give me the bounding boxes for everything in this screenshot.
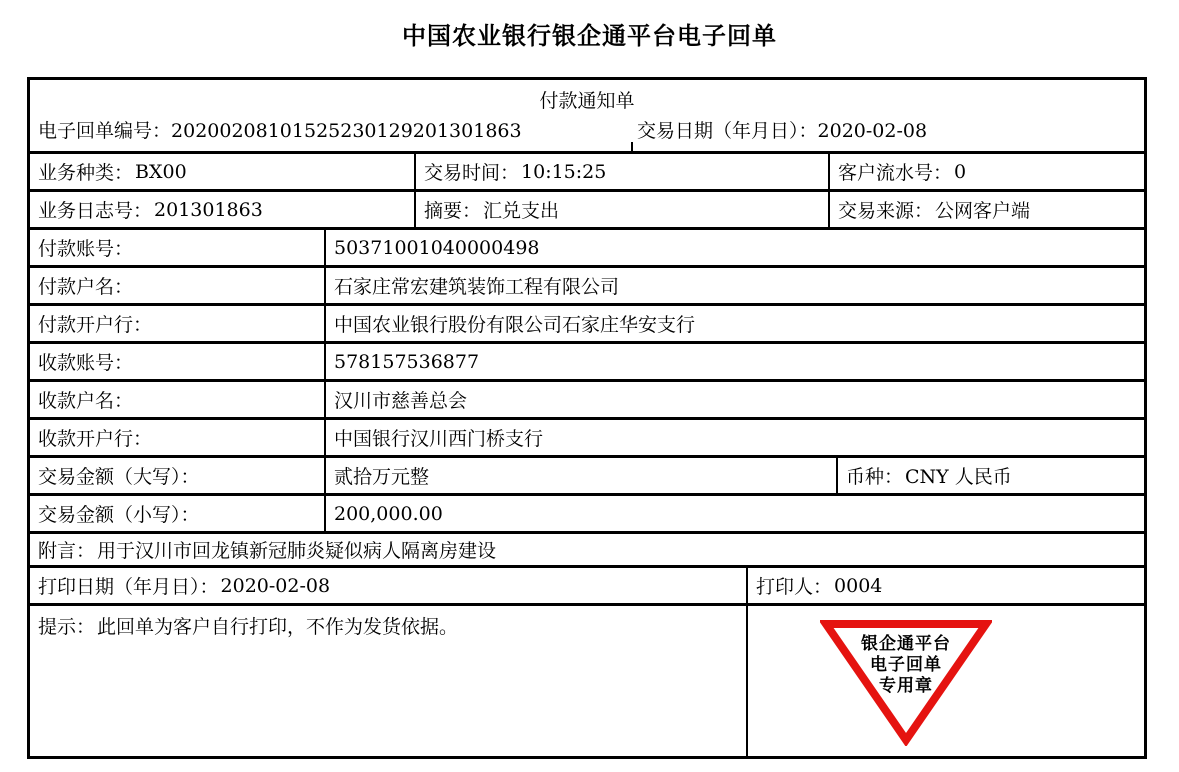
- summary-value: 汇兑支出: [483, 200, 560, 222]
- remark-label: 附言：: [38, 540, 96, 562]
- trade-time-label: 交易时间：: [424, 162, 520, 184]
- amount-figures-value: 200,000.00: [324, 496, 1144, 531]
- business-log-value: 201301863: [154, 198, 263, 221]
- cell-divider-tick: [631, 142, 633, 151]
- payee-bank-value: 中国银行汉川西门桥支行: [324, 420, 1144, 455]
- trade-time-value: 10:15:25: [521, 160, 607, 183]
- trade-date-group: [637, 116, 927, 143]
- print-date-cell: [30, 568, 746, 603]
- notice-cell: [30, 606, 746, 756]
- printed-by-label: 打印人：: [756, 576, 833, 598]
- trade-source-label: 交易来源：: [838, 200, 934, 222]
- payee-account-label: 收款账号：: [38, 352, 134, 374]
- table-row: [30, 303, 1144, 341]
- notice-value: 此回单为客户自行打印，不作为发货依据。: [97, 616, 459, 638]
- payee-account-value: 578157536877: [324, 344, 1144, 379]
- trade-date-value: 2020-02-08: [817, 120, 928, 142]
- customer-serial-label: 客户流水号：: [838, 162, 953, 184]
- business-log-cell: [30, 192, 414, 227]
- stamp-line-1: 银企通平台: [861, 634, 951, 654]
- business-type-label: 业务种类：: [38, 162, 134, 184]
- summary-cell: [414, 192, 828, 227]
- printed-by-cell: [746, 568, 1144, 603]
- table-row: [30, 565, 1144, 603]
- table-row: [30, 417, 1144, 455]
- payee-name-label: 收款户名：: [38, 390, 134, 412]
- table-row: [30, 189, 1144, 227]
- printed-by-value: 0004: [834, 574, 883, 597]
- section-header: [30, 80, 1144, 151]
- currency-cell: [836, 458, 1144, 493]
- payer-account-label: 付款账号：: [38, 238, 134, 260]
- table-row: [30, 265, 1144, 303]
- payer-name-label: 付款户名：: [38, 276, 134, 298]
- page-title: 中国农业银行银企通平台电子回单: [402, 21, 777, 50]
- stamp-cell: [746, 606, 1144, 756]
- stamp-line-2: 电子回单: [870, 655, 942, 675]
- trade-source-value: 公网客户端: [935, 200, 1031, 222]
- summary-label: 摘要：: [424, 200, 482, 222]
- notice-label: 提示：: [38, 616, 96, 638]
- currency-value: CNY 人民币: [905, 466, 1012, 488]
- business-type-cell: [30, 154, 414, 189]
- receipt-table: [27, 77, 1147, 759]
- receipt-number-label: 电子回单编号：: [38, 120, 172, 142]
- payer-name-value: 石家庄常宏建筑装饰工程有限公司: [324, 268, 1144, 303]
- print-date-label: 打印日期（年月日）：: [38, 576, 219, 598]
- trade-source-cell: [828, 192, 1144, 227]
- table-row: [30, 341, 1144, 379]
- table-row: [30, 603, 1144, 756]
- table-row: [30, 455, 1144, 493]
- remark-cell: [30, 534, 1144, 565]
- amount-words-label: 交易金额（大写）：: [38, 466, 200, 488]
- payer-account-value: 50371001040000498: [324, 230, 1144, 265]
- payee-name-value: 汉川市慈善总会: [324, 382, 1144, 417]
- table-row: [30, 151, 1144, 189]
- table-row: [30, 493, 1144, 531]
- stamp-line-3: 专用章: [879, 676, 933, 696]
- table-row: [30, 379, 1144, 417]
- business-type-value: BX00: [135, 160, 187, 183]
- customer-serial-cell: [828, 154, 1144, 189]
- amount-words-value: 贰拾万元整: [324, 458, 836, 493]
- table-row: [30, 531, 1144, 565]
- receipt-number-value: 20200208101525230129201301863: [171, 120, 522, 142]
- table-row: [30, 227, 1144, 265]
- electronic-receipt-stamp-icon: [820, 618, 992, 746]
- trade-time-cell: [414, 154, 828, 189]
- trade-date-label: 交易日期（年月日）：: [637, 120, 818, 142]
- customer-serial-value: 0: [954, 160, 967, 183]
- currency-label: 币种：: [846, 466, 904, 488]
- print-date-value: 2020-02-08: [220, 574, 331, 597]
- remark-value: 用于汉川市回龙镇新冠肺炎疑似病人隔离房建设: [97, 540, 497, 562]
- payer-bank-value: 中国农业银行股份有限公司石家庄华安支行: [324, 306, 1144, 341]
- business-log-label: 业务日志号：: [38, 200, 153, 222]
- payer-bank-label: 付款开户行：: [38, 314, 153, 336]
- form-title: 付款通知单: [539, 90, 635, 112]
- amount-figures-label: 交易金额（小写）：: [38, 504, 200, 526]
- payee-bank-label: 收款开户行：: [38, 428, 153, 450]
- receipt-number-line: [30, 116, 1144, 143]
